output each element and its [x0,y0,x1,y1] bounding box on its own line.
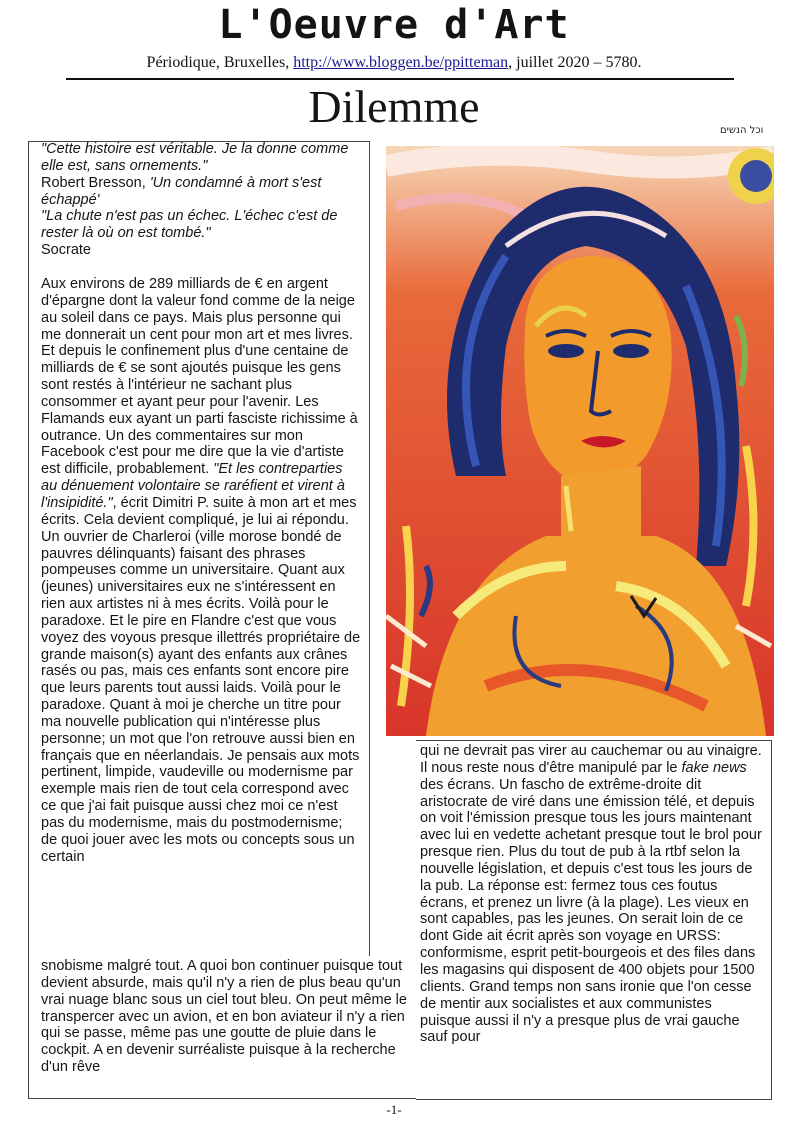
body-paragraph-2: snobisme malgré tout. A quoi bon continuer puisque tout devient absurde, mais qu'il n'y a rien de plus beau qu'un vrai nuage blanc sous un ciel tout bleu. On peut même le transpercer avec un avion, et en bon aviateur il n'y a rien qui se passe, même pas une goutte de pluie dans le cockpit. A en devenir surréaliste puisque à la recherche d'un rêve [41,958,407,1076]
fake-news-term: fake news [681,759,747,776]
page-number: -1- [386,1102,402,1117]
masthead: L'Oeuvre d'Art [218,2,570,48]
body-paragraph-1 [41,276,361,866]
body-text: qui ne devrait pas virer au cauchemar ou au vinaigre. Il nous reste nous d'être manipulé par le [420,743,762,776]
body-column-left [41,276,361,866]
body-text-continued: des écrans. Un fascho de extrême-droite dit aristocrate de viré dans une émission télé, et depuis on voit l'émission presque tous les jours maintenant avec lui en vedette achetant presque tout le brol pour presque rien. Plus du tout de pub à la rtbf selon la nouvelle législation, et depuis c'est tous les jours de la pub. La réponse est: fermez tous ces foutus écrans, et prenez un livre (à la plage). Les vieux en sont capables, pas les jeunes. On serait loin de ce dont Gide ait écrit après son voyage en URSS: conformisme, esprit petit-bourgeois et des files dans les magasins qui disposent de 400 objets pour 1500 clients. Grand temps non sans ironie que l'on cesse de mentir aux socialistes et aux communistes puisque aussi il n'y a presque plus de vrai gauche sauf pour [420,776,762,1046]
article-title: Dilemme [308,81,480,132]
epigraph [41,141,359,259]
body-quote: "Et les contreparties au dénuement volontaire se raréfient et virent à l'insipidité." [41,461,345,511]
epigraph-quote-1: "Cette histoire est véritable. Je la donne comme elle est, sans ornements." [41,141,349,174]
subline-prefix: Périodique, Bruxelles, [146,54,294,71]
epigraph-work-1: 'Un condamné à mort s'est échappé' [41,174,322,208]
body-column-bottom-left [41,958,411,1076]
body-column-right [420,743,765,1046]
portrait-painting [386,146,774,736]
epigraph-attribution-1 [41,175,359,209]
epigraph-author-2: Socrate [41,242,91,259]
hebrew-caption: וכל הנשים [720,125,764,136]
body-text-continued: , écrit Dimitri P. suite à mon art et mes écrits. Cela devient compliqué, je lui ai répondu. Un ouvrier de Charleroi (ville morose bondé de pauvres délinquants) faisant des phrases pompeuses comme un universitaire. Quant aux (jeunes) universitaires eux ne s'intéressent en rien aux artistes ni à mes écrits. Voilà pour le paradoxe. Et le pire en Flandre c'est que vous voyez des voyous presque illettrés propriétaire de grande maison(s) ayant des enfants aux crânes rasés ou pas, mais ces enfants sont encore pire que leurs parents tout aussi laids. Voilà pour le paradoxe. Quant à moi je cherche un titre pour ma nouvelle publication qui n'intéresse plus personne; un mot que l'on retrouve aussi bien en français que en néerlandais. Je pensais aux mots pertinent, limpide, vaudeville ou modernisme par exemple mais rien de tout cela correspond avec ce que j'ai fait puisque aussi chez moi ce n'est pas du modernisme, mais du postmodernisme; de quoi jouer avec les mots ou concepts sous un certain [41,494,361,865]
subline [0,54,788,72]
portrait-painting-image [386,146,774,736]
body-paragraph-3 [420,743,765,1046]
body-text: Aux environs de 289 milliards de € en argent d'épargne dont la valeur fond comme de la neige au soleil dans ce pays. Mais plus personne qui me donnerait un cent pour mon art et mes livres. Et depuis le confinement plus d'une centaine de milliards de € se sont ajoutés puisque les gens sont restés à l'intérieur ne sachant plus consommer et ayant peur pour l'avenir. Les Flamands eux ayant un parti fasciste richissime à outrance. Un des commentaires sur mon Facebook c'est pour me dire que la vie d'artiste est difficile, probablement. [41,276,358,478]
epigraph-author-1: Robert Bresson, [41,174,150,191]
blog-link[interactable]: http://www.bloggen.be/ppitteman [293,54,509,71]
epigraph-quote-2: "La chute n'est pas un échec. L'échec c'est de rester là où on est tombé." [41,208,338,242]
subline-suffix: , juillet 2020 – 5780. [508,54,642,71]
